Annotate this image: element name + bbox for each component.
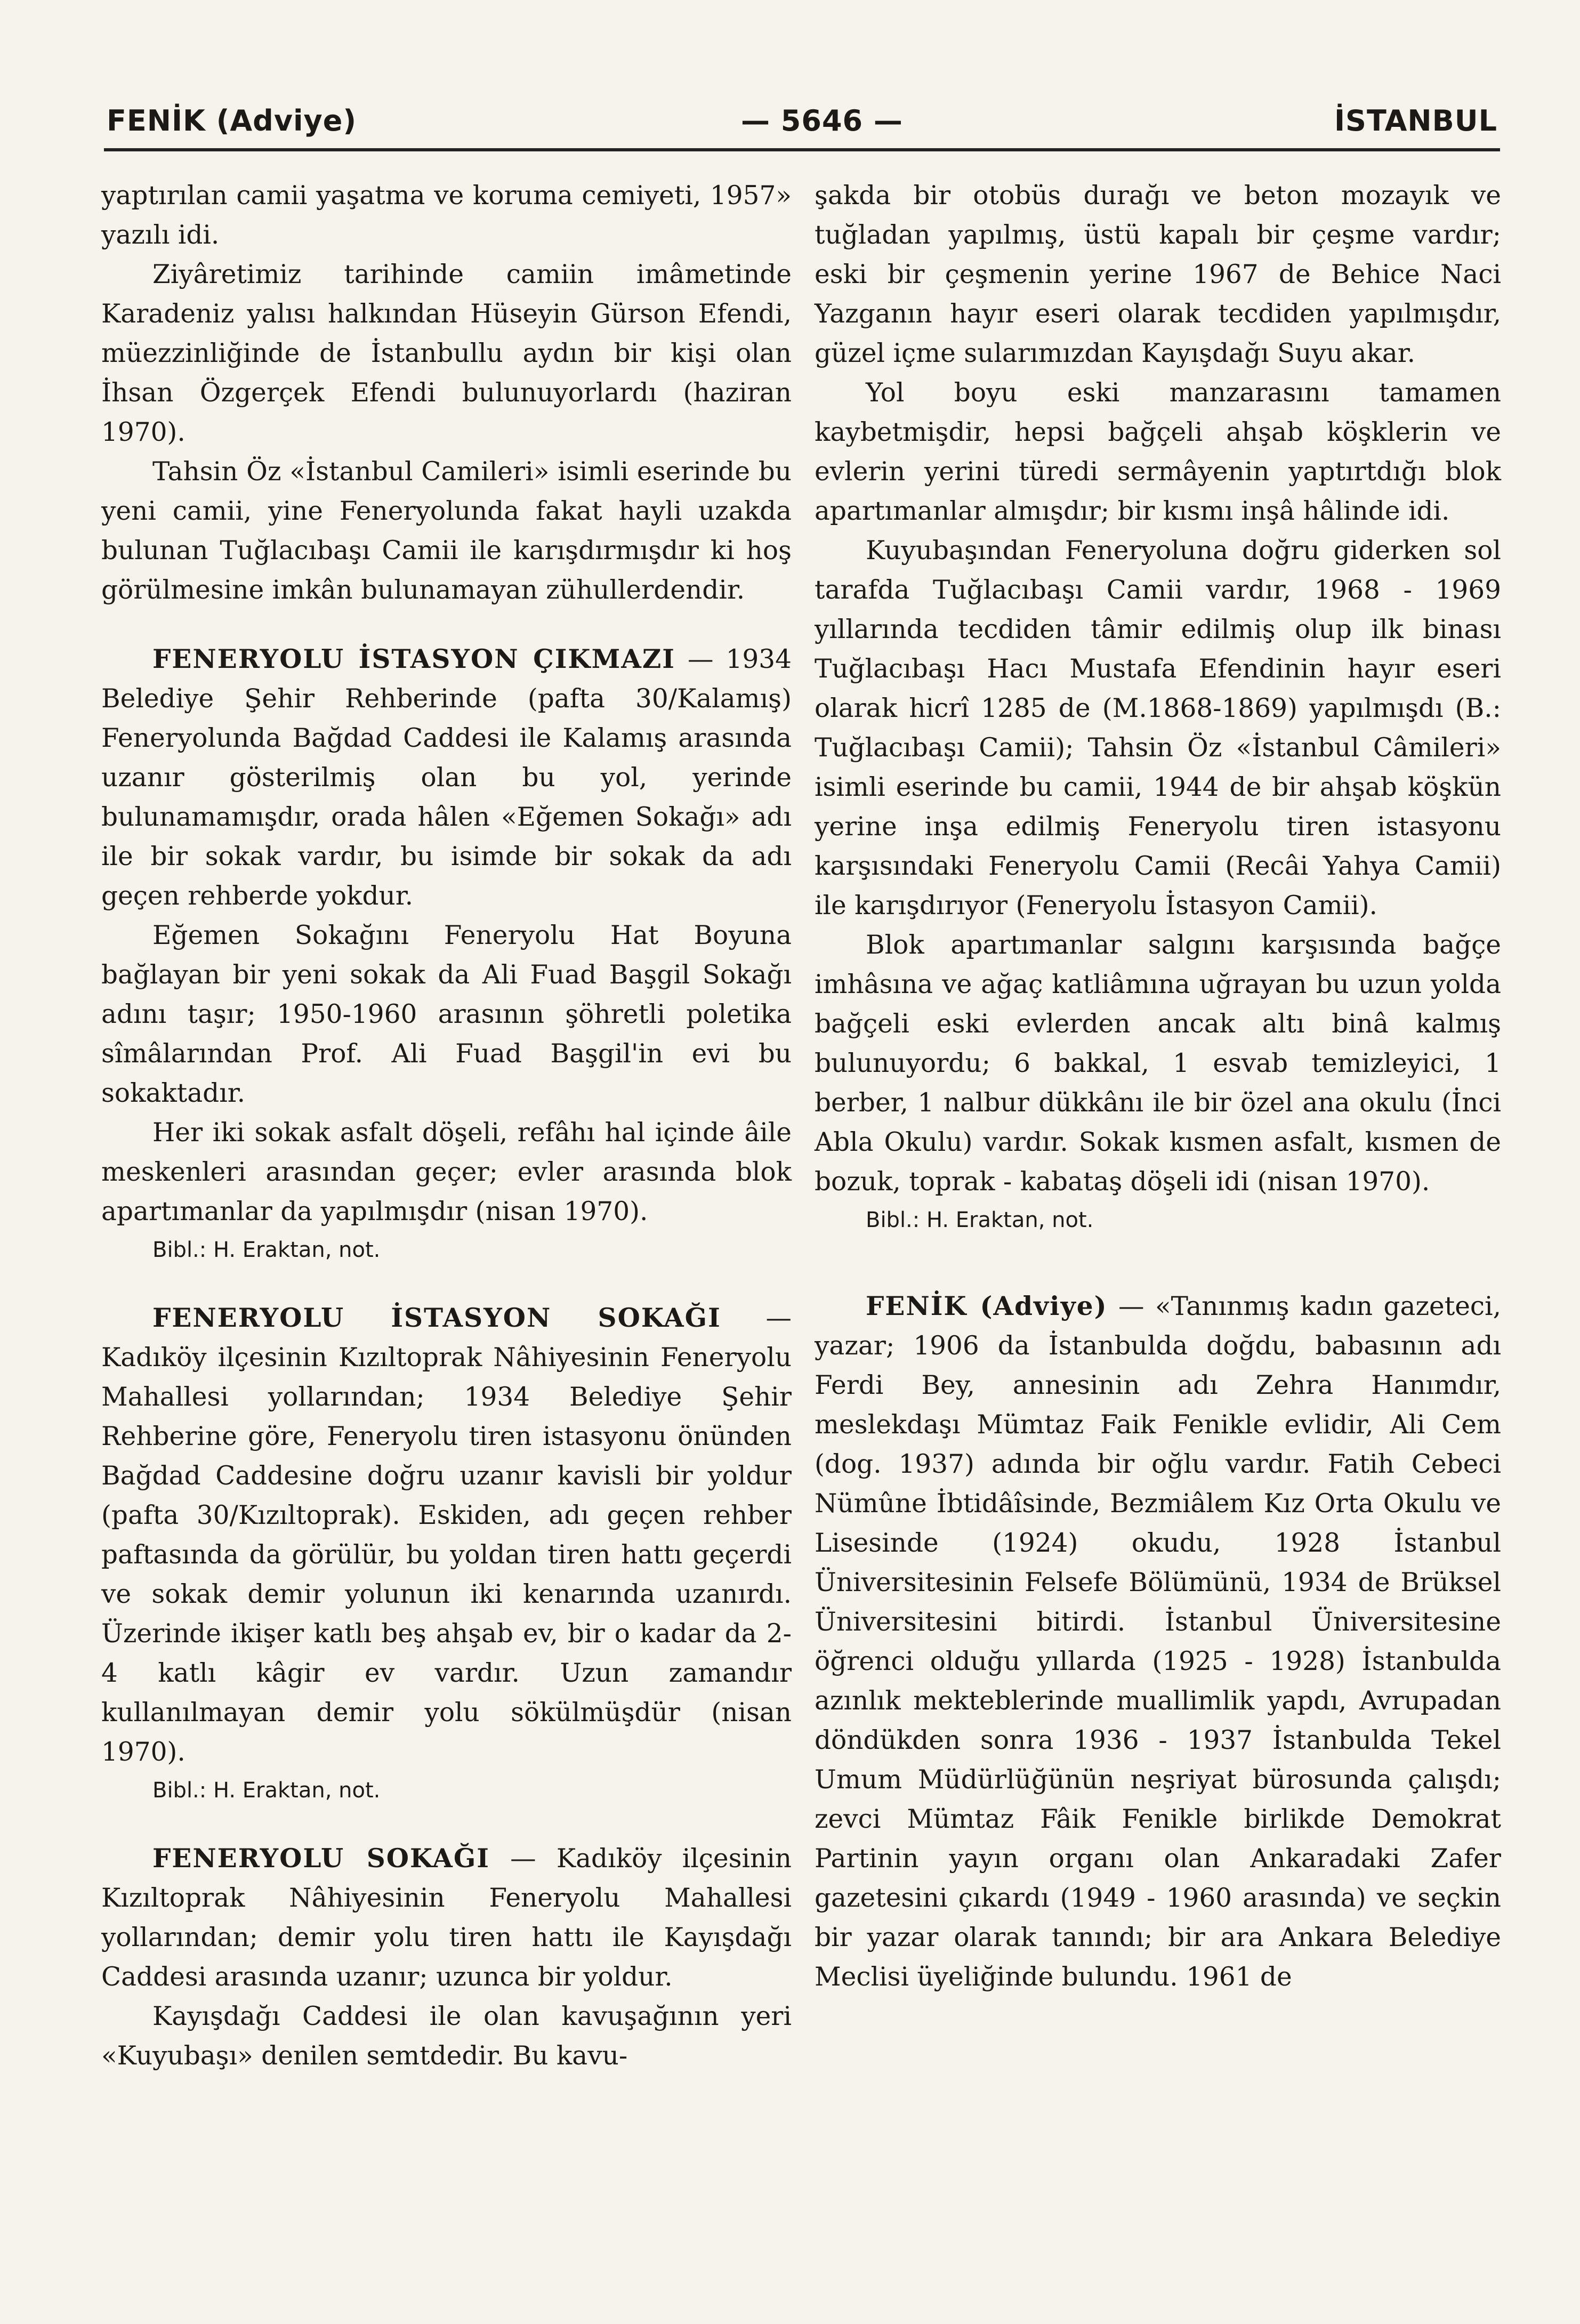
paragraph: Her iki sokak asfalt döşeli, refâhı hal içinde âile meskenleri arasından geçer; evler arasında blok apartımanlar da yapılmışdır (nisan 1970).	[101, 1118, 792, 1226]
entry-text: — Kadıköy ilçesinin Kızıltoprak Nâhiyesinin Feneryolu Mahallesi yollarından; 1934 Belediye Şehir Rehberine göre, Feneryolu tiren istasyonu önünden Bağdad Caddesine doğru uzanır kavisli bir yoldur (pafta 30/Kızıltoprak). Eskiden, adı geçen rehber paftasında da görülür, bu yoldan tiren hattı geçerdi ve sokak demir yolunun iki kenarında uzanırdı. Üzerinde ikişer katlı beş ahşab ev, bir o kadar da 2-4 katlı kâgir ev vardır. Uzun zamandır kullanılmayan demir yolu sökülmüşdür (nisan 1970).	[101, 1303, 792, 1767]
paragraph: Kuyubaşından Feneryoluna doğru giderken sol tarafda Tuğlacıbaşı Camii vardır, 1968 - 1969 yıllarında tecdiden tâmir edilmiş olup ilk binası Tuğlacıbaşı Hacı Mustafa Efendinin hayır eseri olarak hicrî 1285 de (M.1868-1869) yapılmışdı (B.: Tuğlacıbaşı Camii); Tahsin Öz «İstanbul Câmileri» isimli eserinde bu camii, 1944 de bir ahşab köşkün yerine inşa edilmiş Feneryolu tiren istasyonu karşısındaki Feneryolu Camii (Recâi Yahya Camii) ile karışdırıyor (Feneryolu İstasyon Camii).	[815, 536, 1501, 921]
entry-heading: FENERYOLU İSTASYON SOKAĞI	[152, 1303, 721, 1333]
header-entry-name: FENİK (Adviye)	[107, 104, 357, 138]
entry-fenik-adviye	[815, 1287, 1501, 1997]
bibliography: Bibl.: H. Eraktan, not.	[866, 1208, 1094, 1232]
header-volume-title: İSTANBUL	[1334, 104, 1497, 138]
entry-text: — Kadıköy ilçesinin Kızıltoprak Nâhiyesinin Feneryolu Mahallesi yollarından; demir yolu tiren hattı ile Kayışdağı Caddesi arasında uzanır; uzunca bir yoldur.	[101, 1844, 792, 1992]
paragraph: Tahsin Öz «İstanbul Camileri» isimli eserinde bu yeni camii, yine Feneryolunda fakat hayli uzakda bulunan Tuğlacıbaşı Camii ile karışdırmışdır ki hoş görülmesine imkân bulunamayan zühullerdendir.	[101, 457, 792, 605]
paragraph: Ziyâretimiz tarihinde camiin imâmetinde Karadeniz yalısı halkından Hüseyin Gürson Efendi, müezzinliğinde de İstanbullu aydın bir kişi olan İhsan Özgerçek Efendi bulunuyorlardı (haziran 1970).	[101, 260, 792, 447]
bibliography: Bibl.: H. Eraktan, not.	[152, 1238, 381, 1262]
entry-heading: FENİK (Adviye)	[866, 1291, 1108, 1321]
running-head	[107, 104, 1497, 141]
right-column	[815, 176, 1501, 1997]
entry-heading: FENERYOLU SOKAĞI	[152, 1843, 490, 1874]
paragraph: Yol boyu eski manzarasını tamamen kaybetmişdir, hepsi bağçeli ahşab köşklerin ve evlerin yerini türedi sermâyenin yaptırtdığı blok apartımanlar almışdır; bir kısmı inşâ hâlinde idi.	[815, 378, 1501, 526]
paragraph: yaptırılan camii yaşatma ve koruma cemiyeti, 1957» yazılı idi.	[101, 181, 792, 250]
paragraph: Blok apartımanlar salgını karşısında bağçe imhâsına ve ağaç katliâmına uğrayan bu uzun yolda bağçeli eski evlerden ancak altı binâ kalmış bulunuyordu; 6 bakkal, 1 esvab temizleyici, 1 berber, 1 nalbur dükkânı ile bir özel ana okulu (İnci Abla Okulu) vardır. Sokak kısmen asfalt, kısmen de bozuk, toprak - kabataş döşeli idi (nisan 1970).	[815, 930, 1501, 1197]
paragraph: Eğemen Sokağını Feneryolu Hat Boyuna bağlayan bir yeni sokak da Ali Fuad Başgil Sokağı adını taşır; 1950-1960 arasının şöhretli poletika sîmâlarından Prof. Ali Fuad Başgil'in evi bu sokaktadır.	[101, 921, 792, 1108]
paragraph: şakda bir otobüs durağı ve beton mozayık ve tuğladan yapılmış, üstü kapalı bir çeşme vardır; eski bir çeşmenin yerine 1967 de Behice Naci Yazganın hayır eseri olarak tecdiden yapılmışdır, güzel içme sularımızdan Kayışdağı Suyu akar.	[815, 181, 1501, 368]
entry-text: — 1934 Belediye Şehir Rehberinde (pafta 30/Kalamış) Feneryolunda Bağdad Caddesi ile Kalamış arasında uzanır gösterilmiş olan bu yol, yerinde bulunamamışdır, orada hâlen «Eğemen Sokağı» adı ile bir sokak vardır, bu isimde bir sokak da adı geçen rehberde yokdur.	[101, 644, 792, 911]
entry-feneryolu-istasyon-sokagi	[101, 1298, 792, 1772]
entry-text: — «Tanınmış kadın gazeteci, yazar; 1906 da İstanbulda doğdu, babasının adı Ferdi Bey, annesinin adı Zehra Hanımdır, meslekdaşı Mümtaz Faik Fenikle evlidir, Ali Cem (dog. 1937) adında bir oğlu vardır. Fatih Cebeci Nümûne İbtidâîsinde, Bezmiâlem Kız Orta Okulu ve Lisesinde (1924) okudu, 1928 İstanbul Üniversitesinin Felsefe Bölümünü, 1934 de Brüksel Üniversitesini bitirdi. İstanbul Üniversitesine öğrenci olduğu yıllarda (1925 - 1928) İstanbulda azınlık mekteblerinde muallimlik yapdı, Avrupadan döndükden sonra 1936 - 1937 İstanbulda Tekel Umum Müdürlüğünün neşriyat bürosunda çalışdı; zevci Mümtaz Fâik Fenikle birlikde Demokrat Partinin yayın organı olan Ankaradaki Zafer gazetesini çıkardı (1949 - 1960 arasında) ve seçkin bir yazar olarak tanındı; bir ara Ankara Belediye Meclisi üyeliğinde bulundu. 1961 de	[815, 1292, 1502, 1992]
entry-heading: FENERYOLU İSTASYON ÇIKMAZI	[152, 644, 675, 674]
header-rule	[104, 148, 1500, 151]
paragraph: Kayışdağı Caddesi ile olan kavuşağının yeri «Kuyubaşı» denilen semtdedir. Bu kavu-	[101, 2002, 792, 2071]
page-number: — 5646 —	[741, 104, 903, 138]
entry-feneryolu-istasyon-cikmazi	[101, 640, 792, 916]
entry-feneryolu-sokagi	[101, 1839, 792, 1997]
left-column	[101, 176, 792, 2076]
bibliography: Bibl.: H. Eraktan, not.	[152, 1778, 381, 1803]
